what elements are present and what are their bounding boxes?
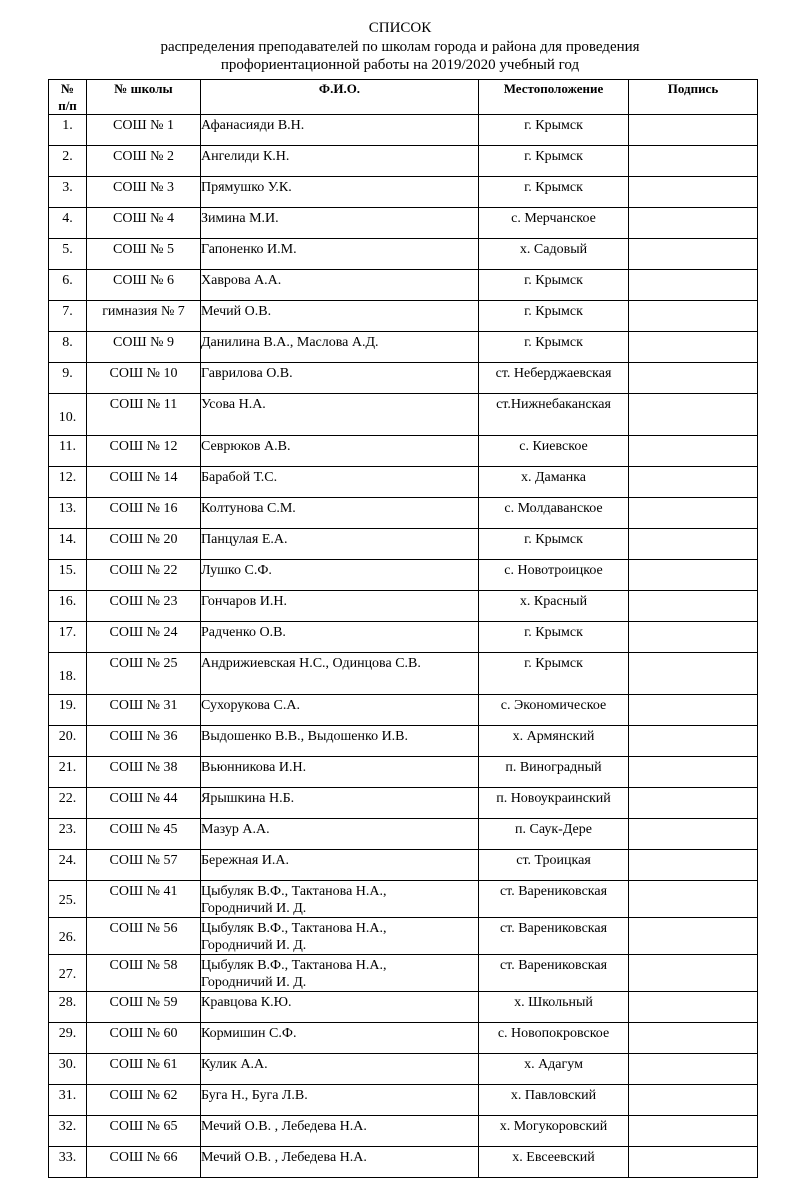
row-teacher-names-line1: Барабой Т.С.: [201, 470, 278, 485]
row-number: 11.: [49, 436, 87, 467]
row-signature-cell: [629, 881, 758, 918]
row-teacher-names-line1: Зимина М.И.: [201, 211, 279, 226]
row-teacher-names-line1: Сухорукова С.А.: [201, 698, 300, 713]
table-row: [49, 115, 758, 146]
row-teacher-names: [201, 757, 479, 788]
row-teacher-names: [201, 1116, 479, 1147]
row-signature-cell: [629, 177, 758, 208]
row-teacher-names-line1: Мазур А.А.: [201, 822, 270, 837]
row-location: г. Крымск: [479, 146, 629, 177]
row-location: г. Крымск: [479, 270, 629, 301]
row-number: 7.: [49, 301, 87, 332]
row-school: гимназия № 7: [87, 301, 201, 332]
row-number: 1.: [49, 115, 87, 146]
row-teacher-names: [201, 498, 479, 529]
table-row: [49, 850, 758, 881]
row-teacher-names: [201, 436, 479, 467]
table-row: [49, 1054, 758, 1085]
row-school: СОШ № 6: [87, 270, 201, 301]
row-signature-cell: [629, 695, 758, 726]
row-location: с. Молдаванское: [479, 498, 629, 529]
column-header-school: № школы: [87, 80, 201, 115]
column-header-location: Местоположение: [479, 80, 629, 115]
table-row: [49, 955, 758, 992]
table-row: [49, 653, 758, 695]
row-number: 8.: [49, 332, 87, 363]
row-location: х. Красный: [479, 591, 629, 622]
table-row: [49, 467, 758, 498]
row-number: 9.: [49, 363, 87, 394]
row-number: 28.: [49, 992, 87, 1023]
table-row: [49, 560, 758, 591]
row-teacher-names-line2: Городничий И. Д.: [201, 975, 307, 990]
row-teacher-names: [201, 332, 479, 363]
row-school: СОШ № 2: [87, 146, 201, 177]
row-school: СОШ № 61: [87, 1054, 201, 1085]
row-number: 19.: [49, 695, 87, 726]
row-teacher-names-line1: Прямушко У.К.: [201, 180, 292, 195]
row-location: п. Виноградный: [479, 757, 629, 788]
row-location: п. Саук-Дере: [479, 819, 629, 850]
row-number: 14.: [49, 529, 87, 560]
row-signature-cell: [629, 270, 758, 301]
row-signature-cell: [629, 498, 758, 529]
row-teacher-names-line1: Гончаров И.Н.: [201, 594, 287, 609]
document-title: СПИСОК: [368, 20, 432, 36]
row-location: г. Крымск: [479, 177, 629, 208]
row-location: г. Крымск: [479, 115, 629, 146]
row-school: СОШ № 62: [87, 1085, 201, 1116]
row-teacher-names-line1: Кормишин С.Ф.: [201, 1026, 297, 1041]
row-teacher-names-line1: Мечий О.В. , Лебедева Н.А.: [201, 1119, 367, 1134]
row-number: 25.: [49, 881, 87, 918]
table-row: [49, 436, 758, 467]
row-teacher-names: [201, 363, 479, 394]
row-signature-cell: [629, 591, 758, 622]
row-teacher-names: [201, 394, 479, 436]
row-number: 23.: [49, 819, 87, 850]
row-teacher-names: [201, 467, 479, 498]
row-location: с. Экономическое: [479, 695, 629, 726]
row-number: 16.: [49, 591, 87, 622]
row-school: СОШ № 56: [87, 918, 201, 955]
row-number: 13.: [49, 498, 87, 529]
row-school: СОШ № 12: [87, 436, 201, 467]
table-row: [49, 1085, 758, 1116]
column-header-number: [49, 80, 87, 115]
row-school: СОШ № 9: [87, 332, 201, 363]
row-teacher-names-line1: Афанасияди В.Н.: [201, 118, 305, 133]
row-signature-cell: [629, 115, 758, 146]
row-teacher-names-line1: Хаврова А.А.: [201, 273, 282, 288]
row-teacher-names: [201, 850, 479, 881]
table-row: [49, 239, 758, 270]
row-signature-cell: [629, 1147, 758, 1178]
row-school: СОШ № 31: [87, 695, 201, 726]
row-teacher-names-line1: Панцулая Е.А.: [201, 532, 288, 547]
row-school: СОШ № 10: [87, 363, 201, 394]
row-teacher-names: [201, 992, 479, 1023]
row-teacher-names: [201, 726, 479, 757]
row-teacher-names-line1: Ярышкина Н.Б.: [201, 791, 295, 806]
row-location: х. Адагум: [479, 1054, 629, 1085]
row-school: СОШ № 58: [87, 955, 201, 992]
row-teacher-names-line1: Мечий О.В.: [201, 304, 272, 319]
row-school: СОШ № 20: [87, 529, 201, 560]
row-teacher-names-line1: Андрижиевская Н.С., Одинцова С.В.: [201, 656, 421, 671]
row-teacher-names: [201, 529, 479, 560]
row-location: ст.Нижнебаканская: [479, 394, 629, 436]
row-school: СОШ № 4: [87, 208, 201, 239]
table-row: [49, 529, 758, 560]
row-teacher-names-line1: Радченко О.В.: [201, 625, 286, 640]
row-signature-cell: [629, 239, 758, 270]
row-teacher-names-line2: Городничий И. Д.: [201, 938, 307, 953]
row-school: СОШ № 65: [87, 1116, 201, 1147]
row-school: СОШ № 22: [87, 560, 201, 591]
row-school: СОШ № 57: [87, 850, 201, 881]
row-location: с. Новопокровское: [479, 1023, 629, 1054]
row-teacher-names: [201, 819, 479, 850]
row-school: СОШ № 44: [87, 788, 201, 819]
table-row: [49, 177, 758, 208]
row-teacher-names: [201, 1085, 479, 1116]
row-teacher-names-line1: Выдошенко В.В., Выдошенко И.В.: [201, 729, 409, 744]
row-teacher-names-line1: Цыбуляк В.Ф., Тактанова Н.А.,: [201, 958, 387, 973]
row-teacher-names: [201, 653, 479, 695]
table-row: [49, 992, 758, 1023]
table-row: [49, 1023, 758, 1054]
row-signature-cell: [629, 726, 758, 757]
row-location: г. Крымск: [479, 529, 629, 560]
row-teacher-names-line1: Кравцова К.Ю.: [201, 995, 292, 1010]
row-location: х. Павловский: [479, 1085, 629, 1116]
row-teacher-names: [201, 115, 479, 146]
row-location: х. Евсеевский: [479, 1147, 629, 1178]
row-teacher-names-line1: Цыбуляк В.Ф., Тактанова Н.А.,: [201, 921, 387, 936]
row-location: ст. Варениковская: [479, 918, 629, 955]
row-teacher-names-line1: Лушко С.Ф.: [201, 563, 272, 578]
row-number: 3.: [49, 177, 87, 208]
table-row: [49, 394, 758, 436]
row-location: ст. Варениковская: [479, 881, 629, 918]
row-signature-cell: [629, 529, 758, 560]
row-teacher-names-line1: Колтунова С.М.: [201, 501, 296, 516]
row-teacher-names-line1: Цыбуляк В.Ф., Тактанова Н.А.,: [201, 884, 387, 899]
row-number: 5.: [49, 239, 87, 270]
row-signature-cell: [629, 301, 758, 332]
row-signature-cell: [629, 146, 758, 177]
row-teacher-names: [201, 695, 479, 726]
row-signature-cell: [629, 955, 758, 992]
row-number: 12.: [49, 467, 87, 498]
row-teacher-names: [201, 560, 479, 591]
table-row: [49, 695, 758, 726]
row-teacher-names: [201, 239, 479, 270]
table-row: [49, 918, 758, 955]
row-teacher-names: [201, 1147, 479, 1178]
row-location: с. Киевское: [479, 436, 629, 467]
row-number: 20.: [49, 726, 87, 757]
row-teacher-names-line1: Усова Н.А.: [201, 397, 266, 412]
row-signature-cell: [629, 560, 758, 591]
row-teacher-names-line1: Мечий О.В. , Лебедева Н.А.: [201, 1150, 367, 1165]
table-row: [49, 622, 758, 653]
row-signature-cell: [629, 622, 758, 653]
row-number: 17.: [49, 622, 87, 653]
column-header-number-line1: №: [60, 81, 75, 96]
row-number: 18.: [49, 653, 87, 695]
table-row: [49, 788, 758, 819]
row-number: 6.: [49, 270, 87, 301]
table-row: [49, 819, 758, 850]
row-signature-cell: [629, 788, 758, 819]
row-teacher-names: [201, 301, 479, 332]
row-school: СОШ № 38: [87, 757, 201, 788]
row-school: СОШ № 11: [87, 394, 201, 436]
row-location: г. Крымск: [479, 653, 629, 695]
table-row: [49, 146, 758, 177]
row-signature-cell: [629, 819, 758, 850]
row-signature-cell: [629, 757, 758, 788]
row-signature-cell: [629, 653, 758, 695]
row-location: х. Садовый: [479, 239, 629, 270]
row-number: 33.: [49, 1147, 87, 1178]
row-location: ст. Троицкая: [479, 850, 629, 881]
row-teacher-names-line1: Бережная И.А.: [201, 853, 290, 868]
row-school: СОШ № 66: [87, 1147, 201, 1178]
row-school: СОШ № 60: [87, 1023, 201, 1054]
row-school: СОШ № 24: [87, 622, 201, 653]
table-row: [49, 1116, 758, 1147]
table-row: [49, 498, 758, 529]
row-school: СОШ № 14: [87, 467, 201, 498]
row-signature-cell: [629, 467, 758, 498]
row-teacher-names: [201, 918, 479, 955]
row-signature-cell: [629, 850, 758, 881]
row-number: 15.: [49, 560, 87, 591]
row-number: 10.: [49, 394, 87, 436]
row-teacher-names: [201, 622, 479, 653]
row-location: ст. Неберджаевская: [479, 363, 629, 394]
row-school: СОШ № 59: [87, 992, 201, 1023]
row-school: СОШ № 25: [87, 653, 201, 695]
row-location: х. Школьный: [479, 992, 629, 1023]
column-header-number-line2: п/п: [58, 98, 77, 113]
document-subtitle-line2: профориентационной работы на 2019/2020 учебный год: [220, 57, 580, 73]
distribution-table: [48, 79, 758, 1178]
row-school: СОШ № 36: [87, 726, 201, 757]
row-signature-cell: [629, 992, 758, 1023]
document-subtitle-line1: распределения преподавателей по школам города и района для проведения: [160, 39, 640, 55]
row-number: 31.: [49, 1085, 87, 1116]
row-number: 26.: [49, 918, 87, 955]
row-signature-cell: [629, 1023, 758, 1054]
row-number: 21.: [49, 757, 87, 788]
row-teacher-names: [201, 881, 479, 918]
row-teacher-names: [201, 1054, 479, 1085]
row-location: г. Крымск: [479, 622, 629, 653]
row-teacher-names-line1: Гаврилова О.В.: [201, 366, 293, 381]
table-row: [49, 208, 758, 239]
column-header-name: Ф.И.О.: [201, 80, 479, 115]
table-row: [49, 726, 758, 757]
row-teacher-names-line1: Севрюков А.В.: [201, 439, 291, 454]
row-teacher-names-line1: Ангелиди К.Н.: [201, 149, 290, 164]
table-row: [49, 757, 758, 788]
table-row: [49, 270, 758, 301]
row-signature-cell: [629, 363, 758, 394]
row-number: 29.: [49, 1023, 87, 1054]
row-teacher-names-line1: Гапоненко И.М.: [201, 242, 297, 257]
row-teacher-names: [201, 591, 479, 622]
row-location: с. Мерчанское: [479, 208, 629, 239]
row-school: СОШ № 41: [87, 881, 201, 918]
row-school: СОШ № 1: [87, 115, 201, 146]
row-teacher-names-line1: Вьюнникова И.Н.: [201, 760, 307, 775]
row-teacher-names-line1: Буга Н., Буга Л.В.: [201, 1088, 308, 1103]
table-row: [49, 591, 758, 622]
row-signature-cell: [629, 332, 758, 363]
table-row: [49, 1147, 758, 1178]
row-school: СОШ № 5: [87, 239, 201, 270]
row-number: 4.: [49, 208, 87, 239]
row-number: 27.: [49, 955, 87, 992]
table-header-row: [49, 80, 758, 115]
row-location: с. Новотроицкое: [479, 560, 629, 591]
row-teacher-names-line2: Городничий И. Д.: [201, 901, 307, 916]
row-school: СОШ № 16: [87, 498, 201, 529]
row-number: 30.: [49, 1054, 87, 1085]
row-school: СОШ № 23: [87, 591, 201, 622]
row-teacher-names: [201, 146, 479, 177]
row-teacher-names: [201, 270, 479, 301]
row-location: х. Могукоровский: [479, 1116, 629, 1147]
table-row: [49, 363, 758, 394]
row-location: г. Крымск: [479, 332, 629, 363]
row-signature-cell: [629, 1085, 758, 1116]
row-location: х. Армянский: [479, 726, 629, 757]
table-body: [49, 115, 758, 1178]
row-location: г. Крымск: [479, 301, 629, 332]
row-location: ст. Варениковская: [479, 955, 629, 992]
row-school: СОШ № 45: [87, 819, 201, 850]
row-number: 22.: [49, 788, 87, 819]
row-number: 2.: [49, 146, 87, 177]
row-teacher-names: [201, 788, 479, 819]
row-location: п. Новоукраинский: [479, 788, 629, 819]
table-row: [49, 881, 758, 918]
row-location: х. Даманка: [479, 467, 629, 498]
row-signature-cell: [629, 436, 758, 467]
table-row: [49, 301, 758, 332]
column-header-signature: Подпись: [629, 80, 758, 115]
row-number: 32.: [49, 1116, 87, 1147]
row-number: 24.: [49, 850, 87, 881]
row-school: СОШ № 3: [87, 177, 201, 208]
row-signature-cell: [629, 394, 758, 436]
row-teacher-names-line1: Данилина В.А., Маслова А.Д.: [201, 335, 379, 350]
table-row: [49, 332, 758, 363]
row-signature-cell: [629, 1116, 758, 1147]
row-signature-cell: [629, 208, 758, 239]
row-teacher-names: [201, 955, 479, 992]
row-teacher-names: [201, 208, 479, 239]
row-teacher-names-line1: Кулик А.А.: [201, 1057, 268, 1072]
row-teacher-names: [201, 177, 479, 208]
row-signature-cell: [629, 1054, 758, 1085]
row-teacher-names: [201, 1023, 479, 1054]
row-signature-cell: [629, 918, 758, 955]
